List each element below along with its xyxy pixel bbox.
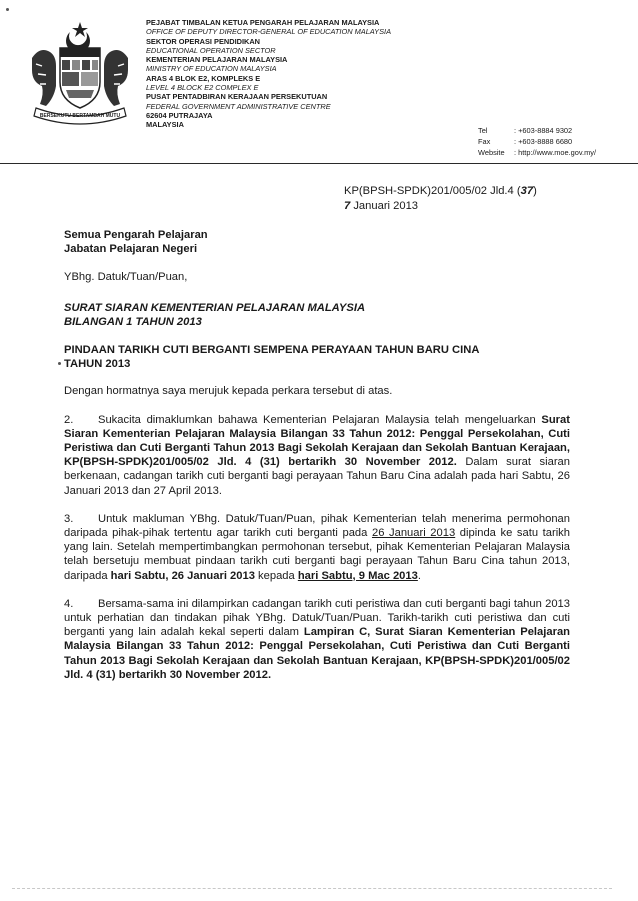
- subject-title: [64, 343, 570, 371]
- paragraph-text: Sukacita dimaklumkan bahawa Kementerian Pelajaran Malaysia telah mengeluarkan: [98, 413, 542, 426]
- letterhead-line: MINISTRY OF EDUCATION MALAYSIA: [146, 64, 277, 74]
- opening-paragraph: Dengan hormatnya saya merujuk kepada perkara tersebut di atas.: [64, 385, 393, 398]
- letter-body: [64, 228, 570, 682]
- recipient-line: Semua Pengarah Pelajaran: [64, 229, 208, 241]
- reference-block: [344, 184, 537, 214]
- paragraph-bold: hari Sabtu, 26 Januari 2013: [110, 569, 255, 582]
- letterhead-line: OFFICE OF DEPUTY DIRECTOR-GENERAL OF EDUCATION MALAYSIA: [146, 27, 392, 37]
- letterhead-line: 62604 PUTRAJAYA: [146, 110, 213, 120]
- header-divider: [0, 163, 638, 164]
- svg-text:BERSEKUTU BERTAMBAH MUTU: BERSEKUTU BERTAMBAH MUTU: [39, 113, 121, 119]
- circular-line: BILANGAN 1 TAHUN 2013: [64, 315, 202, 328]
- contact-block: [478, 125, 596, 158]
- letterhead-line: ARAS 4 BLOK E2, KOMPLEKS E: [146, 73, 261, 83]
- scan-speck: [58, 362, 61, 365]
- scan-edge: [12, 888, 612, 889]
- paragraph-number: 2.: [64, 413, 74, 426]
- contact-website: [478, 147, 596, 158]
- letterhead-line: PEJABAT TIMBALAN KETUA PENGARAH PELAJARAN MALAYSIA: [146, 18, 380, 27]
- paragraph-text: Dalam surat siaran berkenaan, cadangan tarikh cuti berganti bagi perayaan Tahun Baru Cina adalah pada hari Sabtu, 26 Januari 2013 dan 27 April 2013.: [64, 456, 570, 497]
- letterhead-line: KEMENTERIAN PELAJARAN MALAYSIA: [146, 55, 288, 65]
- letterhead: [146, 18, 446, 130]
- coat-of-arms-icon: [26, 18, 134, 128]
- paragraph-underline: 26 Januari 2013: [371, 527, 456, 540]
- website-link[interactable]: : http://www.moe.gov.my/: [514, 148, 597, 157]
- paragraph-bold: Surat Siaran Kementerian Pelajaran Malaysia Bilangan 33 Tahun 2012: Penggal Persekolahan, Cuti Peristiwa dan Cuti Berganti Tahun 2013 Bagi Sekolah Kerajaan dan Sekolah Bantuan Kerajaan, KP(BPSH-SPDK)201/005/02 Jld. 4 (31) bertarikh 30 November 2012.: [64, 413, 570, 469]
- reference-number: [344, 184, 537, 199]
- handwritten-number: 37: [520, 185, 534, 197]
- paragraph-3: [64, 512, 570, 583]
- paragraph-text: kepada: [254, 569, 298, 582]
- recipient-line: Jabatan Pelajaran Negeri: [64, 243, 198, 256]
- website-label: Website: [478, 148, 505, 157]
- letterhead-line: PUSAT PENTADBIRAN KERAJAAN PERSEKUTUAN: [146, 92, 328, 102]
- recipient: [64, 228, 570, 256]
- letter-date: [344, 199, 537, 214]
- subject-line: TAHUN 2013: [64, 358, 131, 371]
- date-rest: Januari 2013: [350, 200, 419, 212]
- contact-tel: [478, 125, 596, 136]
- circular-title: [64, 301, 570, 329]
- paragraph-2: [64, 413, 570, 498]
- letterhead-line: EDUCATIONAL OPERATION SECTOR: [146, 45, 276, 55]
- paragraph-text: dipinda ke satu tarikh yang lain. Setelah mempertimbangkan permohonan tersebut, pihak Kementerian Pelajaran Malaysia telah bersetuju membuat pindaan tarikh cuti berganti bagi perayaan Tahun Baru Cina tahun 2013, daripada: [64, 527, 570, 582]
- circular-line: SURAT SIARAN KEMENTERIAN PELAJARAN MALAYSIA: [64, 301, 366, 314]
- fax-label: Fax: [478, 137, 491, 146]
- paragraph-bold-underline: hari Sabtu, 9 Mac 2013: [297, 569, 418, 582]
- paragraph-text: Bersama-sama ini dilampirkan cadangan tarikh cuti peristiwa dan cuti berganti bagi tahun 2013 untuk perhatian dan tindakan pihak YBhg. Datuk/Tuan/Puan. Tarikh-tarikh cuti peristiwa dan cuti berganti yang lain adalah kekal seperti dalam: [64, 597, 570, 639]
- contact-fax: [478, 136, 596, 147]
- reference-prefix: KP(BPSH-SPDK)201/005/02 Jld.4 (: [344, 185, 521, 197]
- letterhead-line: MALAYSIA: [146, 120, 184, 130]
- fax-value: : +603-8888 6680: [514, 137, 573, 146]
- subject-line: PINDAAN TARIKH CUTI BERGANTI SEMPENA PERAYAAN TAHUN BARU CINA: [64, 344, 480, 357]
- salutation: YBhg. Datuk/Tuan/Puan,: [64, 271, 188, 284]
- tel-value: : +603-8884 9302: [514, 126, 573, 135]
- paragraph-bold: Lampiran C, Surat Siaran Kementerian Pelajaran Malaysia Bilangan 33 Tahun 2012: Penggal Persekolahan, Cuti Peristiwa dan Cuti Berganti Tahun 2013 Bagi Sekolah Kerajaan dan Sekolah Bantuan Kerajaan, KP(BPSH-SPDK)201/005/02 Jld. 4 (31) bertarikh 30 November 2012.: [64, 626, 571, 681]
- handwritten-day: 7: [344, 200, 351, 212]
- paragraph-text: Untuk makluman YBhg. Datuk/Tuan/Puan, pihak Kementerian telah menerima permohonan daripada pihak-pihak tertentu agar tarikh cuti berganti pada: [64, 512, 570, 540]
- scan-speck: [6, 8, 9, 11]
- paragraph-4: [64, 597, 570, 682]
- reference-suffix: ): [533, 185, 537, 197]
- tel-label: Tel: [478, 126, 488, 135]
- paragraph-number: 4.: [64, 597, 74, 610]
- letterhead-line: SEKTOR OPERASI PENDIDIKAN: [146, 36, 261, 46]
- paragraph-text: .: [417, 569, 421, 582]
- letterhead-line: LEVEL 4 BLOCK E2 COMPLEX E: [146, 83, 259, 93]
- paragraph-number: 3.: [64, 512, 74, 525]
- letterhead-line: FEDERAL GOVERNMENT ADMINISTRATIVE CENTRE: [146, 101, 331, 111]
